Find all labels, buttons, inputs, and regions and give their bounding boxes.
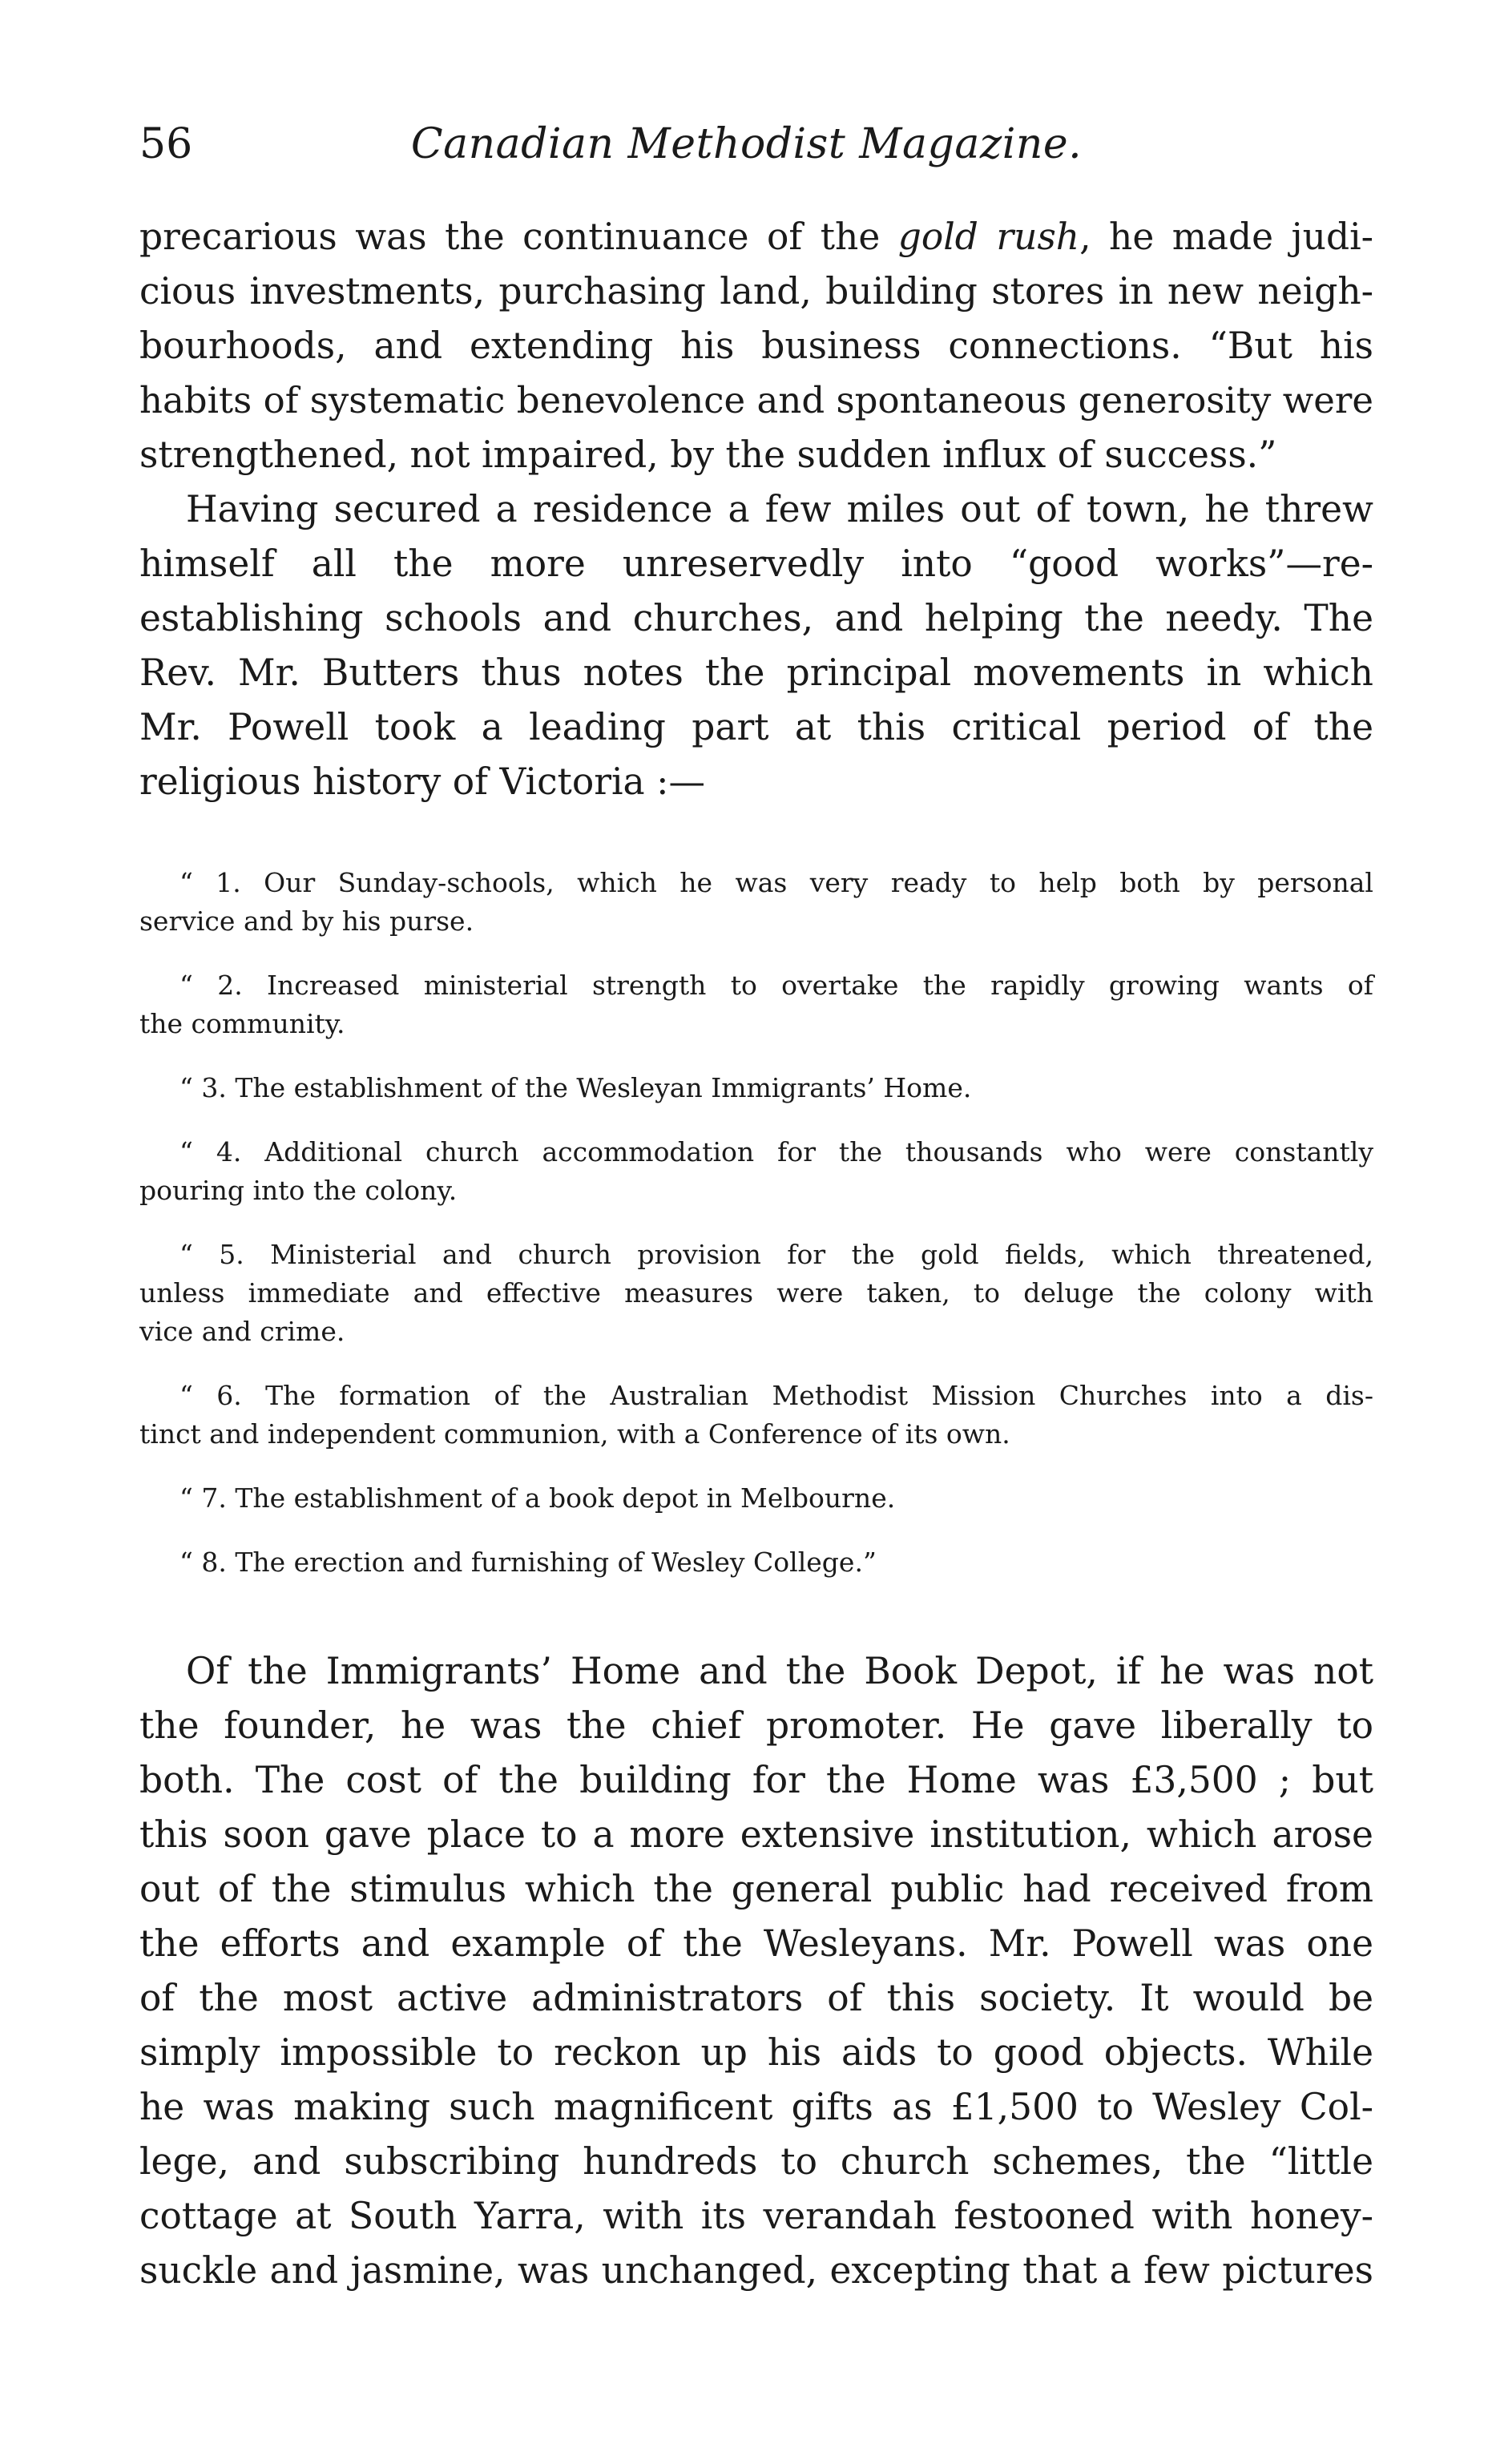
text-line: Mr. Powell took a leading part at this critical period of the xyxy=(139,706,1373,748)
text-line: of the most active administrators of this society. It would be xyxy=(139,1977,1373,2019)
text-line: cious investments, purchasing land, building stores in new neigh- xyxy=(139,270,1373,313)
text-line: suckle and jasmine, was unchanged, excepting that a few pictures xyxy=(139,2249,1373,2292)
text-line: lege, and subscribing hundreds to church schemes, the “little xyxy=(139,2140,1373,2183)
paragraph-3 xyxy=(139,1644,1373,2298)
text-line: he was making such magnificent gifts as £1,500 to Wesley Col- xyxy=(139,2086,1373,2128)
text-line: strengthened, not impaired, by the sudden influx of success.” xyxy=(139,434,1277,476)
text-line: bourhoods, and extending his business connections. “But his xyxy=(139,325,1373,367)
list-line: service and by his purse. xyxy=(139,905,474,937)
list-item xyxy=(139,864,1373,941)
list-line: “ 2. Increased ministerial strength to overtake the rapidly growing wants of xyxy=(179,970,1373,1001)
list-line: pouring into the colony. xyxy=(139,1175,458,1206)
list-item xyxy=(139,1543,1373,1582)
list-item xyxy=(139,966,1373,1043)
list-line: “ 7. The establishment of a book depot in Melbourne. xyxy=(179,1482,896,1514)
page-number: 56 xyxy=(139,120,193,168)
text-line: Having secured a residence a few miles out of town, he threw xyxy=(186,488,1373,530)
text-line: himself all the more unreservedly into “good works”—re- xyxy=(139,542,1373,585)
text-line: Of the Immigrants’ Home and the Book Depot, if he was not xyxy=(186,1650,1373,1692)
text-line: precarious was the continuance of the gold rush, he made judi- xyxy=(139,216,1373,258)
text-line: the efforts and example of the Wesleyans. Mr. Powell was one xyxy=(139,1922,1373,1965)
text-line: habits of systematic benevolence and spontaneous generosity were xyxy=(139,379,1373,421)
list-item xyxy=(139,1479,1373,1518)
text-line: out of the stimulus which the general public had received from xyxy=(139,1868,1373,1910)
list-line: “ 3. The establishment of the Wesleyan Immigrants’ Home. xyxy=(179,1072,972,1103)
list-line: “ 1. Our Sunday-schools, which he was very ready to help both by personal xyxy=(179,867,1373,898)
paragraph-2 xyxy=(139,482,1373,809)
paragraph-1 xyxy=(139,210,1373,482)
text-line: simply impossible to reckon up his aids to good objects. While xyxy=(139,2031,1373,2074)
italic-phrase: gold rush xyxy=(897,216,1080,258)
text-line: establishing schools and churches, and helping the needy. The xyxy=(139,597,1373,639)
list-line: “ 6. The formation of the Australian Methodist Mission Churches into a dis- xyxy=(179,1380,1373,1411)
text-line: religious history of Victoria :— xyxy=(139,760,705,803)
text-line: Rev. Mr. Butters thus notes the principal movements in which xyxy=(139,651,1373,694)
text-line: cottage at South Yarra, with its verandah festooned with honey- xyxy=(139,2195,1373,2237)
list-item xyxy=(139,1133,1373,1210)
page-header xyxy=(139,119,1353,175)
list-line: tinct and independent communion, with a Conference of its own. xyxy=(139,1418,1010,1450)
list-item xyxy=(139,1377,1373,1454)
list-line: vice and crime. xyxy=(139,1316,345,1347)
text-line: the founder, he was the chief promoter. He gave liberally to xyxy=(139,1704,1373,1747)
list-line: “ 4. Additional church accommodation for the thousands who were constantly xyxy=(179,1136,1373,1167)
list-line: “ 5. Ministerial and church provision for the gold fields, which threatened, xyxy=(179,1239,1373,1270)
list-line: “ 8. The erection and furnishing of Wesley College.” xyxy=(179,1547,877,1578)
list-item xyxy=(139,1069,1373,1107)
list-line: unless immediate and effective measures were taken, to deluge the colony with xyxy=(139,1277,1373,1309)
text-line: both. The cost of the building for the Home was £3,500 ; but xyxy=(139,1759,1373,1801)
running-title: Canadian Methodist Magazine. xyxy=(410,120,1083,168)
text-line: this soon gave place to a more extensive institution, which arose xyxy=(139,1813,1373,1856)
quoted-list xyxy=(139,864,1373,1607)
list-item xyxy=(139,1236,1373,1351)
list-line: the community. xyxy=(139,1008,345,1039)
